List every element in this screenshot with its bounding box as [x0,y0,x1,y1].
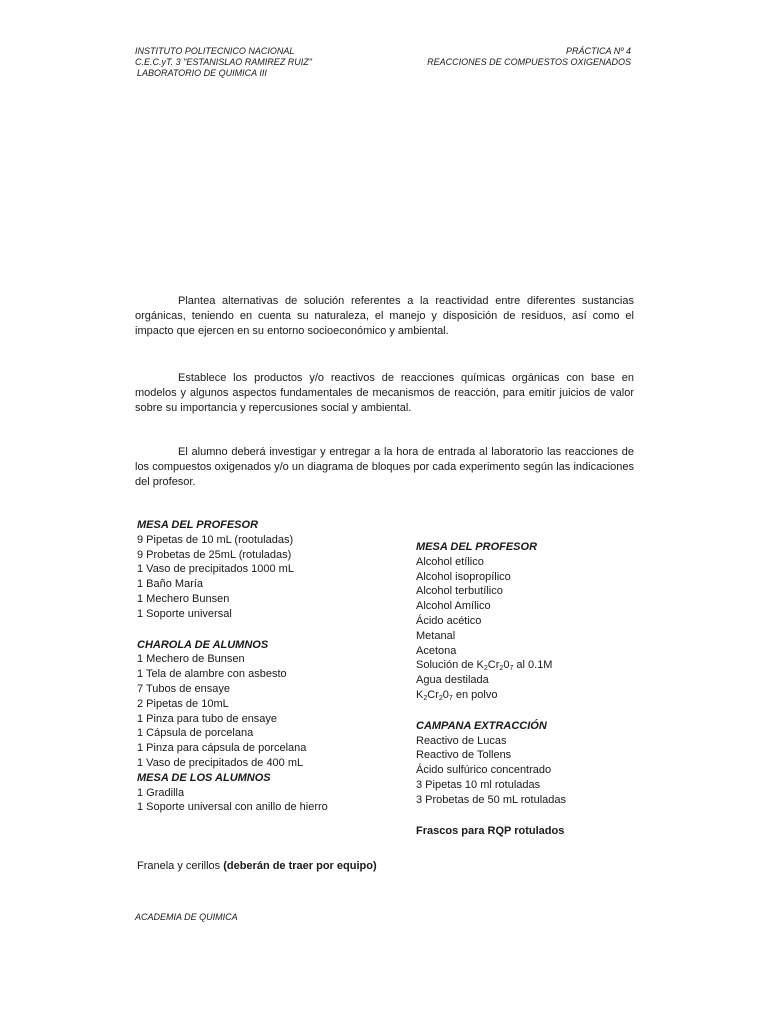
list-item: 1 Soporte universal [137,607,232,620]
list-item: Ácido acético [416,614,482,627]
section-title-campana: CAMPANA EXTRACCIÓN [416,719,547,732]
competency-paragraph-2 [135,371,634,416]
list-item: 9 Probetas de 25mL (rotuladas) [137,548,292,561]
header-institution [135,46,312,79]
footer-academy: ACADEMIA DE QUIMICA [135,912,238,922]
list-item: 1 Mechero de Bunsen [137,653,245,666]
list-item: Ácido sulfúrico concentrado [416,764,552,777]
list-item: 3 Probetas de 50 mL rotuladas [416,793,567,806]
header-line-lab: LABORATORIO DE QUIMICA III [137,68,267,78]
list-item: Alcohol Amílico [416,600,491,613]
left-material-list [137,518,397,815]
franela-bold-text: (deberán de traer por equipo) [223,860,377,872]
franela-note [137,860,377,872]
list-item: 2 Pipetas de 10mL [137,697,229,710]
instructions-paragraph [135,445,634,490]
list-item: Alcohol terbutílico [416,585,503,598]
list-item: Metanal [416,629,456,642]
header-line-institute: INSTITUTO POLITECNICO NACIONAL [135,46,295,56]
dichromate-powder-item: $K_2Cr_20_7$ en polvo [416,688,498,702]
practice-number: PRÁCTICA Nº 4 [566,46,631,56]
list-item: Reactivo de Lucas [416,734,507,747]
list-item: 1 Gradilla [137,786,185,799]
list-item: 1 Pinza para tubo de ensaye [137,712,278,725]
list-item: 7 Tubos de ensaye [137,682,230,695]
section-title-mesa-alumnos: MESA DE LOS ALUMNOS [137,771,271,784]
header-practice [427,46,631,68]
list-item: Agua destilada [416,674,489,687]
competency-paragraph-1 [135,294,634,339]
list-item: 1 Vaso de precipitados de 400 mL [137,756,304,769]
paragraph-text: El alumno deberá investigar y entregar a la hora de entrada al laboratorio las reacciones de los compuestos oxigenados y/o un diagrama de bloques por cada experimento según las indicaciones del profesor. [135,446,634,488]
list-item: 9 Pipetas de 10 mL (rootuladas) [137,533,294,546]
list-item: 1 Tela de alambre con asbesto [137,668,287,681]
list-item: 1 Pinza para cápsula de porcelana [137,742,307,755]
dichromate-solution-item: Solución de $K_2Cr_20_7$ al 0.1M [416,659,553,673]
list-item: Reactivo de Tollens [416,749,512,762]
section-title-charola-alumnos: CHAROLA DE ALUMNOS [137,638,269,651]
list-item: Alcohol isopropílico [416,570,511,583]
list-item: 1 Vaso de precipitados 1000 mL [137,563,294,576]
franela-text: Franela y cerillos [137,860,224,872]
list-item: 1 Mechero Bunsen [137,592,230,605]
right-reagent-list [416,540,656,838]
section-title-mesa-profesor-reactivos: MESA DEL PROFESOR [416,541,538,553]
list-item: Alcohol etílico [416,555,484,568]
list-item: Acetona [416,644,457,657]
section-title-mesa-profesor: MESA DEL PROFESOR [137,519,259,531]
paragraph-text: Establece los productos y/o reactivos de reacciones químicas orgánicas con base en modelos y algunos aspectos fundamentales de mecanismos de reacción, para emitir juicios de valor sobre su importancia y repercusiones social y ambiental. [135,372,634,414]
list-item: 1 Baño María [137,578,204,591]
paragraph-text: Plantea alternativas de solución referentes a la reactividad entre diferentes sustancias orgánicas, teniendo en cuenta su naturaleza, el manejo y disposición de residuos, así como el impacto que ejercen en su entorno socioeconómico y ambiental. [135,295,634,337]
list-item: 1 Cápsula de porcelana [137,727,254,740]
practice-title: REACCIONES DE COMPUESTOS OXIGENADOS [427,57,631,67]
frascos-note: Frascos para RQP rotulados [416,824,565,837]
list-item: 1 Soporte universal con anillo de hierro [137,801,328,814]
header-line-school: C.E.C.yT. 3 "ESTANISLAO RAMIREZ RUIZ" [135,57,312,67]
list-item: 3 Pipetas 10 ml rotuladas [416,778,541,791]
